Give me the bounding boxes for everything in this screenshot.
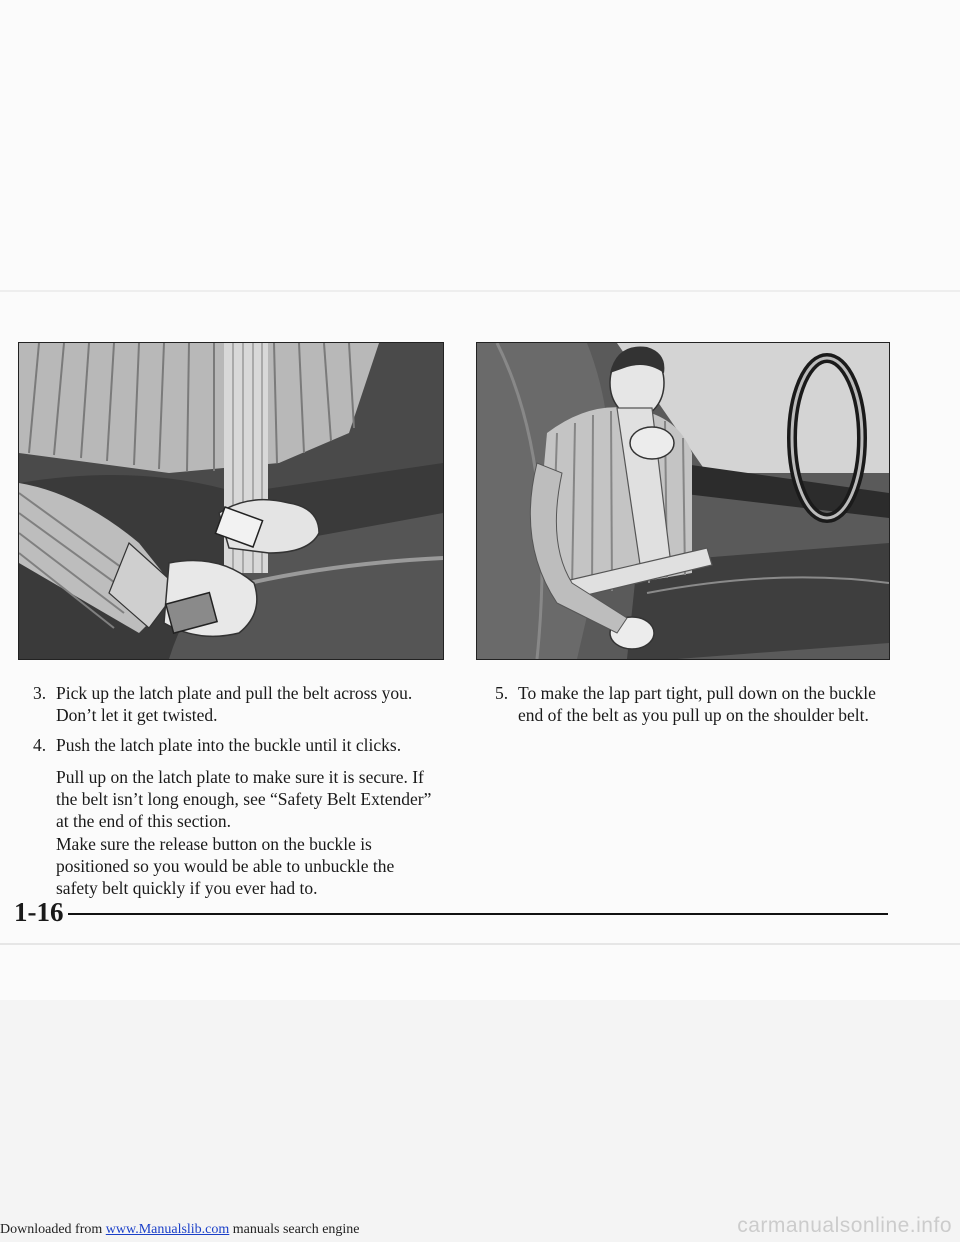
illustration-latch-plate — [18, 342, 444, 660]
footer-prefix: Downloaded from — [0, 1222, 103, 1237]
download-footer — [0, 1222, 360, 1238]
paragraph-release-button: Make sure the release button on the buckle is positioned so you would be able to unbuckle the safety belt quickly if you ever had to. — [56, 834, 395, 898]
step-number: 5. — [495, 683, 509, 703]
page-number: 1-16 — [14, 897, 64, 927]
step-text: Push the latch plate into the buckle until it clicks. — [56, 735, 402, 755]
scan-edge-top — [0, 290, 960, 292]
scan-edge-bottom — [0, 943, 960, 945]
watermark-text: carmanualsonline.info — [737, 1214, 952, 1237]
paragraph-latch-secure: Pull up on the latch plate to make sure it is secure. If the belt isn’t long enough, see “Safety Belt Extender” at the end of this section. — [56, 767, 432, 831]
step-number: 4. — [33, 735, 47, 755]
scan-margin — [0, 1000, 960, 1242]
tighten-belt-drawing — [477, 343, 889, 659]
footer-suffix: manuals search engine — [232, 1222, 360, 1237]
step-number: 3. — [33, 683, 47, 703]
illustration-tighten-lap-belt — [476, 342, 890, 660]
step-text: To make the lap part tight, pull down on the buckle end of the belt as you pull up on the shoulder belt. — [518, 683, 876, 725]
page-number-rule — [68, 913, 888, 915]
manualslib-link[interactable]: www.Manualslib.com — [105, 1222, 230, 1237]
latch-plate-drawing — [19, 343, 443, 659]
step-text: Pick up the latch plate and pull the belt across you. Don’t let it get twisted. — [56, 683, 413, 725]
